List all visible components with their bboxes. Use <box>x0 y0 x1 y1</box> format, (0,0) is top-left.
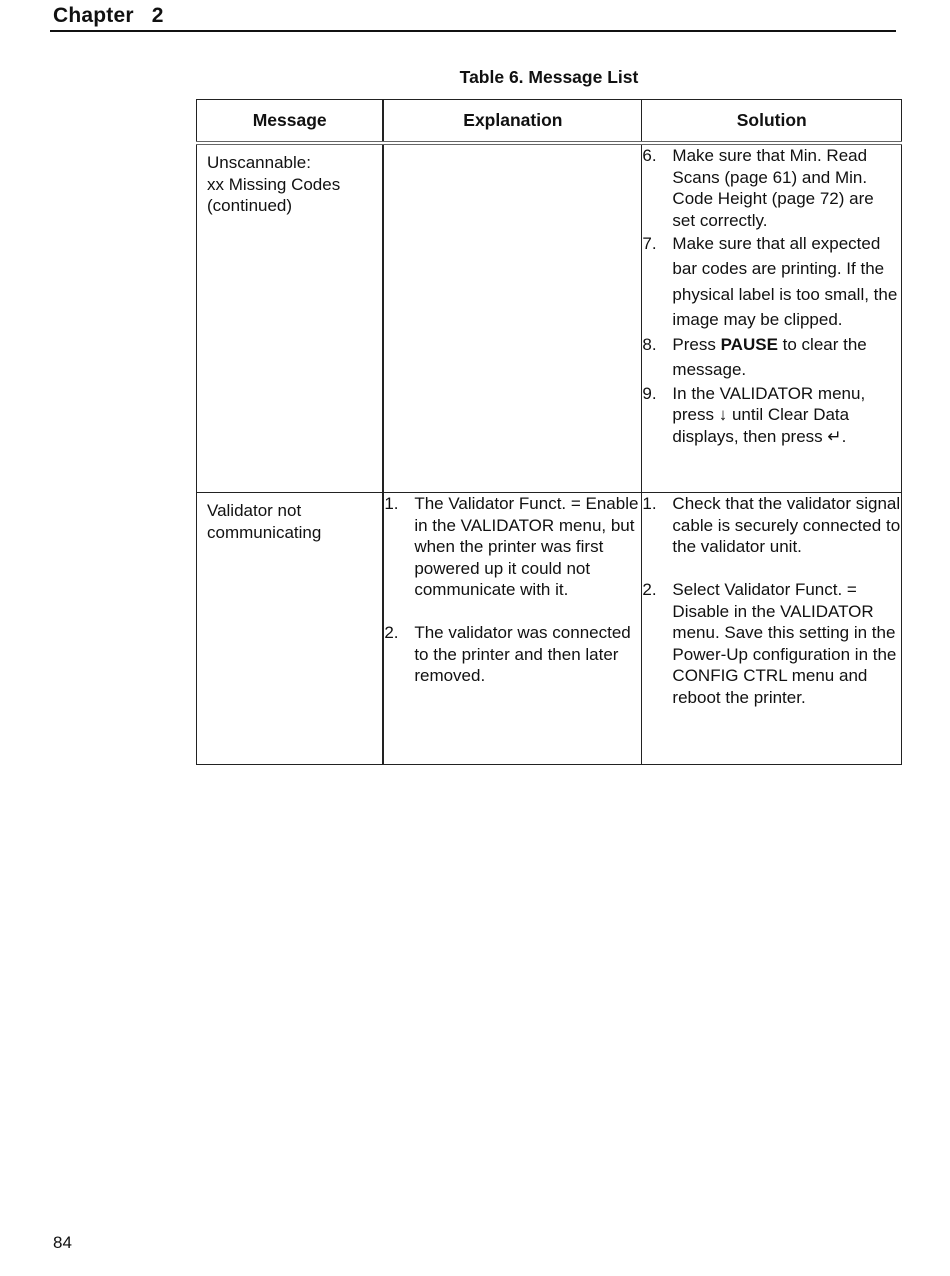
chapter-header <box>50 2 896 32</box>
table-row <box>197 143 902 493</box>
explanation-steps <box>384 493 641 687</box>
message-line: (continued) <box>207 196 293 215</box>
table-caption: Table 6. Message List <box>459 67 639 87</box>
message-line: communicating <box>207 522 322 542</box>
pause-key-label: PAUSE <box>720 335 778 355</box>
explanation-step: 2. The validator was connected to the printer and then later removed. <box>384 623 631 685</box>
column-header-explanation: Explanation <box>383 100 642 144</box>
solution-step: 7. Make sure that all expected bar codes are printing. If the physical label is too small, the image may be clipped. <box>642 234 898 329</box>
table-row <box>197 493 902 765</box>
explanation-cell <box>383 493 642 765</box>
message-line: Unscannable: <box>207 153 311 172</box>
chapter-label: Chapter <box>53 4 134 27</box>
chapter-number: 2 <box>151 4 164 27</box>
solution-step: 6. Make sure that Min. Read Scans (page 61) and Min. Code Height (page 72) are set correctly. <box>642 146 874 230</box>
column-header-solution: Solution <box>642 100 902 144</box>
solution-step: 1. Check that the validator signal cable is securely connected to the validator unit. <box>642 494 901 556</box>
solution-step: 9. In the VALIDATOR menu, press ↓ until Clear Data displays, then press ↵. <box>642 383 866 446</box>
message-cell <box>197 143 384 493</box>
column-header-message: Message <box>197 100 384 144</box>
solution-step: 8. Press PAUSE to clear the message. <box>642 335 867 380</box>
message-cell <box>197 493 384 765</box>
table-header-row <box>197 100 902 144</box>
message-list-table <box>196 99 902 765</box>
solution-cell <box>642 493 902 765</box>
solution-step: 2. Select Validator Funct. = Disable in the VALIDATOR menu. Save this setting in the Power-Up configuration in the CONFIG CTRL menu and reboot the printer. <box>642 580 897 707</box>
solution-cell <box>642 143 902 493</box>
message-line: xx Missing Codes <box>207 174 341 194</box>
chapter-title <box>53 4 164 28</box>
page-number: 84 <box>53 1233 72 1252</box>
solution-steps <box>642 145 901 447</box>
explanation-cell <box>383 143 642 493</box>
solution-steps <box>642 493 901 708</box>
message-line: Validator not <box>207 501 302 520</box>
explanation-step: 1. The Validator Funct. = Enable in the VALIDATOR menu, but when the printer was first powered up it could not communicate with it. <box>384 494 639 599</box>
